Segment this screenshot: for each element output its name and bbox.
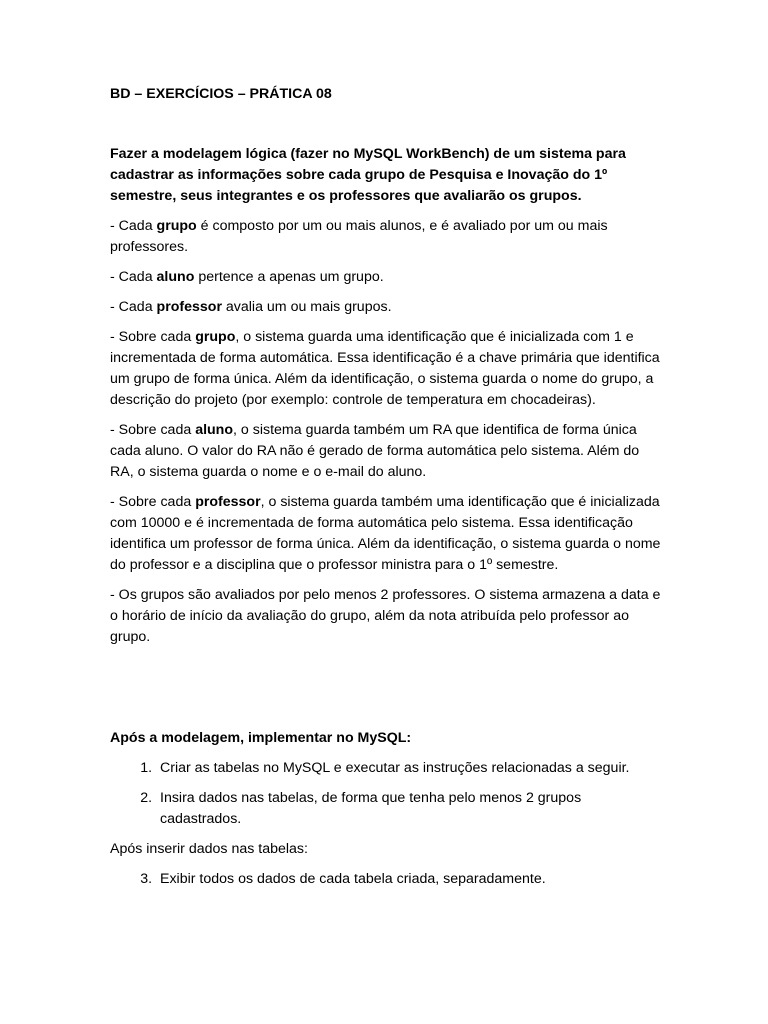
step-item: 2. Insira dados nas tabelas, de forma que tenha pelo menos 2 grupos cadastrados. (156, 788, 662, 830)
detail-text: , o sistema guarda também uma identificação que é inicializada com 10000 e é incrementada de forma automática pelo sistema. Essa identificação identifica um professor de forma única. Além da identificação, o sistema guarda o nome do professor e a disciplina que o professor ministra para o 1º semestre. (110, 494, 661, 573)
step-item: 1. Criar as tabelas no MySQL e executar as instruções relacionadas a seguir. (156, 758, 662, 779)
rule-professor (110, 297, 662, 318)
detail-keyword: grupo (195, 329, 236, 345)
rule-text: - Cada (110, 299, 157, 315)
detail-text: , o sistema guarda também um RA que identifica de forma única cada aluno. O valor do RA não é gerado de forma automática pelo sistema. Além do RA, o sistema guarda o nome e o e-mail do aluno. (110, 422, 640, 480)
detail-text: - Sobre cada (110, 329, 196, 345)
steps-list-continued (110, 869, 662, 890)
rule-text: - Cada (110, 269, 157, 285)
rule-keyword: aluno (156, 269, 195, 285)
detail-keyword: professor (195, 494, 261, 510)
rule-text: avalia um ou mais grupos. (221, 299, 392, 315)
detail-text: - Sobre cada (110, 422, 196, 438)
detail-text: - Sobre cada (110, 494, 196, 510)
step-item: 3. Exibir todos os dados de cada tabela criada, separadamente. (156, 869, 662, 890)
detail-keyword: aluno (195, 422, 234, 438)
spacer (110, 657, 662, 728)
rule-keyword: grupo (156, 218, 197, 234)
detail-avaliacao: - Os grupos são avaliados por pelo menos 2 professores. O sistema armazena a data e o horário de início da avaliação do grupo, além da nota atribuída pelo professor ao grupo. (110, 587, 661, 645)
detail-grupo (110, 327, 662, 411)
rule-text: pertence a apenas um grupo. (194, 269, 384, 285)
document-title: BD – EXERCÍCIOS – PRÁTICA 08 (110, 86, 332, 102)
steps-list (110, 758, 662, 830)
implementation-heading: Após a modelagem, implementar no MySQL: (110, 730, 412, 746)
rule-keyword: professor (156, 299, 222, 315)
rule-grupo (110, 216, 662, 258)
detail-professor (110, 492, 662, 576)
rule-text: - Cada (110, 218, 157, 234)
detail-aluno (110, 420, 662, 483)
intro-paragraph: Fazer a modelagem lógica (fazer no MySQL WorkBench) de um sistema para cadastrar as informações sobre cada grupo de Pesquisa e Inovação do 1º semestre, seus integrantes e os professores que avaliarão os grupos. (110, 146, 626, 204)
document-body (110, 84, 662, 899)
rule-aluno (110, 267, 662, 288)
rule-text: é composto por um ou mais alunos, e é avaliado por um ou mais professores. (110, 218, 608, 255)
after-insert-text: Após inserir dados nas tabelas: (110, 841, 308, 857)
detail-text: , o sistema guarda uma identificação que é inicializada com 1 e incrementada de forma automática. Essa identificação é a chave primária que identifica um grupo de forma única. Além da identificação, o sistema guarda o nome do grupo, a descrição do projeto (por exemplo: controle de temperatura em chocadeiras). (110, 329, 660, 408)
